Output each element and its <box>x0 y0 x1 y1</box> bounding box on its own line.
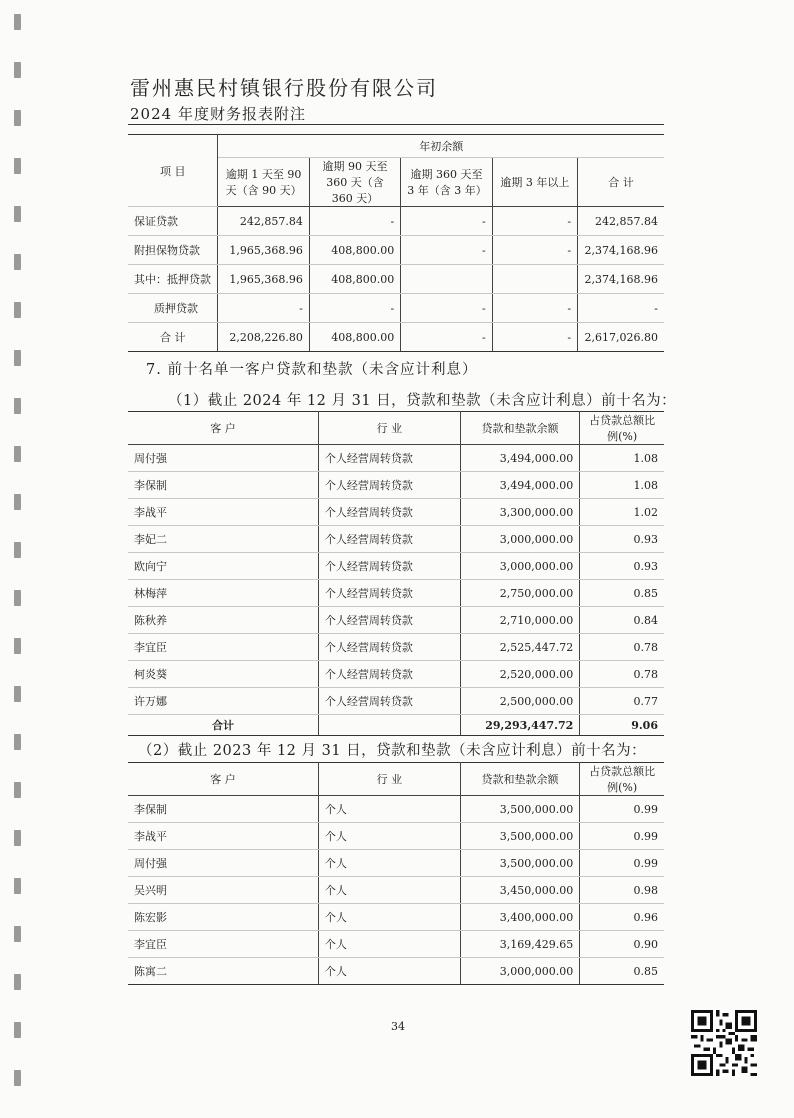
col-header: 客 户 <box>128 763 318 796</box>
col-header: 合 计 <box>578 158 664 207</box>
col-header: 逾期 1 天至 90 天（含 90 天） <box>218 158 309 207</box>
cell: 0.99 <box>580 850 664 877</box>
cell: 个人经营周转贷款 <box>318 526 460 553</box>
cell: 0.85 <box>580 958 664 985</box>
header-rule <box>128 124 664 125</box>
cell: 0.98 <box>580 877 664 904</box>
cell: 3,000,000.00 <box>460 553 579 580</box>
cell: 408,800.00 <box>309 236 400 265</box>
cell: 242,857.84 <box>578 207 664 236</box>
row-label: 附担保物贷款 <box>128 236 218 265</box>
table-row <box>128 236 664 265</box>
section-title: 7. 前十名单一客户贷款和垫款（未含应计利息） <box>146 362 478 378</box>
cell: 1,965,368.96 <box>218 236 309 265</box>
col-header: 贷款和垫款余额 <box>460 412 579 445</box>
cell: 个人经营周转贷款 <box>318 445 460 472</box>
table-row <box>128 661 664 688</box>
cell: 2,520,000.00 <box>460 661 579 688</box>
cell: 个人 <box>318 850 460 877</box>
cell: 0.93 <box>580 526 664 553</box>
cell: 3,169,429.65 <box>460 931 579 958</box>
cell: 0.78 <box>580 661 664 688</box>
cell: 3,500,000.00 <box>460 796 579 823</box>
col-header: 逾期 3 年以上 <box>492 158 577 207</box>
table-row <box>128 580 664 607</box>
cell: 1,965,368.96 <box>218 265 309 294</box>
cell: 3,400,000.00 <box>460 904 579 931</box>
cell: - <box>401 236 492 265</box>
cell: 个人经营周转贷款 <box>318 472 460 499</box>
table-row <box>128 958 664 985</box>
table-total-row <box>128 323 664 352</box>
page-number: 34 <box>391 1020 405 1033</box>
cell: 李宜臣 <box>128 634 318 661</box>
col-header: 逾期 90 天至 360 天（含 360 天） <box>309 158 400 207</box>
col-header: 占贷款总额比例(%) <box>580 763 664 796</box>
cell: 个人经营周转贷款 <box>318 607 460 634</box>
table-row <box>128 796 664 823</box>
cell: 3,000,000.00 <box>460 958 579 985</box>
cell: - <box>578 294 664 323</box>
cell: 408,800.00 <box>309 265 400 294</box>
top10-2023-table <box>128 762 664 985</box>
table-row <box>128 472 664 499</box>
cell: 李保制 <box>128 796 318 823</box>
cell: - <box>492 294 577 323</box>
cell: 3,300,000.00 <box>460 499 579 526</box>
row-label: 其中：抵押贷款 <box>128 265 218 294</box>
cell: 柯炎葵 <box>128 661 318 688</box>
row-label: 保证贷款 <box>128 207 218 236</box>
overdue-loans-table <box>128 134 664 352</box>
cell: 408,800.00 <box>309 323 400 352</box>
cell <box>492 265 577 294</box>
cell: 0.99 <box>580 823 664 850</box>
col-header: 贷款和垫款余额 <box>460 763 579 796</box>
company-name: 雷州惠民村镇银行股份有限公司 <box>130 76 438 100</box>
table-row <box>128 445 664 472</box>
cell: 吴兴明 <box>128 877 318 904</box>
table-row <box>128 207 664 236</box>
col-group-header: 年初余额 <box>218 135 664 158</box>
cell: 3,500,000.00 <box>460 823 579 850</box>
cell: 0.77 <box>580 688 664 715</box>
cell: 周付强 <box>128 850 318 877</box>
col-header: 行 业 <box>318 763 460 796</box>
cell: 个人经营周转贷款 <box>318 661 460 688</box>
cell: 个人经营周转贷款 <box>318 634 460 661</box>
binding-holes <box>14 0 24 1118</box>
cell: 0.93 <box>580 553 664 580</box>
table-row <box>128 634 664 661</box>
top10-2024-table <box>128 411 664 736</box>
cell: 1.08 <box>580 472 664 499</box>
table-row <box>128 499 664 526</box>
cell: - <box>492 323 577 352</box>
cell: 陈宏影 <box>128 904 318 931</box>
table-row <box>128 688 664 715</box>
cell: 2,710,000.00 <box>460 607 579 634</box>
cell: - <box>492 207 577 236</box>
cell: 合计 <box>128 715 318 736</box>
report-subtitle: 2024 年度财务报表附注 <box>130 105 306 123</box>
table-row <box>128 294 664 323</box>
cell: 李宜臣 <box>128 931 318 958</box>
cell: 2,500,000.00 <box>460 688 579 715</box>
cell: 个人 <box>318 904 460 931</box>
paragraph-2024: （1）截止 2024 年 12 月 31 日，贷款和垫款（未含应计利息）前十名为： <box>168 393 677 409</box>
cell: 个人 <box>318 796 460 823</box>
cell: 2,750,000.00 <box>460 580 579 607</box>
cell: 2,525,447.72 <box>460 634 579 661</box>
cell: 周付强 <box>128 445 318 472</box>
cell: 许万娜 <box>128 688 318 715</box>
table-total-row <box>128 715 664 736</box>
paragraph-2023: （2）截止 2023 年 12 月 31 日，贷款和垫款（未含应计利息）前十名为： <box>138 743 647 759</box>
cell: 3,494,000.00 <box>460 445 579 472</box>
cell: 2,208,226.80 <box>218 323 309 352</box>
table-row <box>128 850 664 877</box>
cell: 个人 <box>318 958 460 985</box>
cell: 个人 <box>318 823 460 850</box>
cell: 林梅萍 <box>128 580 318 607</box>
qr-code-icon <box>691 1010 757 1076</box>
cell: 李战平 <box>128 823 318 850</box>
cell: 0.78 <box>580 634 664 661</box>
col-header: 逾期 360 天至 3 年（含 3 年） <box>401 158 492 207</box>
cell: 1.08 <box>580 445 664 472</box>
col-header: 客 户 <box>128 412 318 445</box>
table-row <box>128 823 664 850</box>
cell: 李妃二 <box>128 526 318 553</box>
cell: 2,374,168.96 <box>578 236 664 265</box>
cell: 2,374,168.96 <box>578 265 664 294</box>
cell: - <box>401 323 492 352</box>
cell: 李战平 <box>128 499 318 526</box>
cell: 0.84 <box>580 607 664 634</box>
cell: 0.96 <box>580 904 664 931</box>
cell: 9.06 <box>580 715 664 736</box>
cell: 个人 <box>318 931 460 958</box>
cell: 陈寓二 <box>128 958 318 985</box>
table-row <box>128 526 664 553</box>
cell: - <box>492 236 577 265</box>
cell: 个人经营周转贷款 <box>318 580 460 607</box>
cell: 个人经营周转贷款 <box>318 553 460 580</box>
cell: 3,494,000.00 <box>460 472 579 499</box>
table-row <box>128 904 664 931</box>
cell: 3,000,000.00 <box>460 526 579 553</box>
table-row <box>128 265 664 294</box>
col-header: 行 业 <box>318 412 460 445</box>
cell: 242,857.84 <box>218 207 309 236</box>
cell: 0.85 <box>580 580 664 607</box>
cell: 欧向宁 <box>128 553 318 580</box>
cell: - <box>401 207 492 236</box>
cell: 李保制 <box>128 472 318 499</box>
cell: 0.90 <box>580 931 664 958</box>
table-row <box>128 877 664 904</box>
cell: 陈秋养 <box>128 607 318 634</box>
table-row <box>128 607 664 634</box>
row-label: 质押贷款 <box>128 294 218 323</box>
cell <box>318 715 460 736</box>
cell: - <box>309 207 400 236</box>
cell: 2,617,026.80 <box>578 323 664 352</box>
cell: - <box>401 294 492 323</box>
cell: 0.99 <box>580 796 664 823</box>
cell: 1.02 <box>580 499 664 526</box>
table-row <box>128 553 664 580</box>
cell: 29,293,447.72 <box>460 715 579 736</box>
cell: 3,500,000.00 <box>460 850 579 877</box>
col-header: 占贷款总额比例(%) <box>580 412 664 445</box>
cell: 个人 <box>318 877 460 904</box>
row-label: 合 计 <box>128 323 218 352</box>
col-item-header: 项 目 <box>128 135 218 207</box>
cell: 个人经营周转贷款 <box>318 688 460 715</box>
cell: - <box>309 294 400 323</box>
cell: 个人经营周转贷款 <box>318 499 460 526</box>
cell: 3,450,000.00 <box>460 877 579 904</box>
cell: - <box>218 294 309 323</box>
cell <box>401 265 492 294</box>
table-row <box>128 931 664 958</box>
